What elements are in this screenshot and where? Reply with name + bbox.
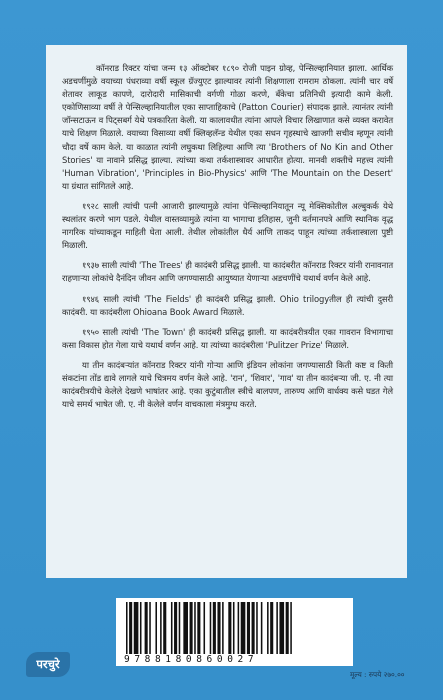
isbn-number: 9788180860027 bbox=[124, 654, 259, 665]
barcode-bars bbox=[124, 602, 347, 654]
publisher-logo: परचुरे bbox=[26, 652, 70, 677]
blurb-paragraph-5: १९५० साली त्यांची 'The Town' ही कादंबरी प्रसिद्ध झाली. या कादंबरीत्रयीत एका गावरान विभागाचा कसा विकास होत गेला याचे यथार्थ वर्णन आहे. या त्यांच्या कादंबरीला 'Pulitzer Prize' मिळाले. bbox=[62, 326, 393, 350]
blurb-paragraph-2: १९२८ साली त्यांची पत्नी आजारी झाल्यामुळे त्यांना पेन्सिल्व्हानियातून न्यू मेक्सिकोतील अल्बुकर्क येथे स्थलांतर करणे भाग पडले. येथील वास्तव्यामुळे त्यांना या भागाचा इतिहास, जुनी वर्तमानपत्रे आणि स्थानिक वृद्ध नागरिक यांच्याकडून माहिती घेता आली. तेथील लोकांतील धैर्य आणि ताकद पाहून त्यांच्या तर्कशास्त्राला पुष्टी मिळाली. bbox=[62, 200, 393, 251]
blurb-paragraph-6: या तीन कादंबऱ्यांत कॉनराड रिक्टर यांनी गोऱ्या आणि इंडियन लोकांना जगण्यासाठी किती कष्ट व किती संकटांना तोंड द्यावे लागले याचे चित्रमय वर्णन केले आहे. 'रान', 'शिवार', 'गाव' या तीन कादंबऱ्या जी. ए. नी त्या कादंबरीत्रयीचे केलेले देखणे भाषांतर आहे. एका कुटुंबातील स्त्रीचे बालपण, तारुण्य आणि वार्धक्य कसे घडत गेले याचे समर्थ भाषेत जी. ए. नी केलेले वर्णन वाचकाला मंत्रमुग्ध करते. bbox=[62, 359, 393, 410]
blurb-panel bbox=[46, 45, 407, 578]
blurb-paragraph-3: १९३७ साली त्यांची 'The Trees' ही कादंबरी प्रसिद्ध झाली. या कादंबरीत कॉनराड रिक्टर यांनी रानावनात राहणाऱ्या लोकांचे दैनंदिन जीवन आणि जगण्यासाठी आयुष्यात येणाऱ्या अडचणींचे यथार्थ वर्णन केले आहे. bbox=[62, 260, 393, 284]
barcode bbox=[116, 598, 353, 666]
blurb-paragraph-1: कॉनराड रिक्टर यांचा जन्म १३ ऑक्टोबर १८९० रोजी पाइन ग्रोव्ह, पेन्सिल्व्हानियात झाला. आर्थिक अडचणींमुळे वयाच्या पंधराव्या वर्षी स्कूल ग्रॅज्युएट झाल्यावर त्यांनी शिक्षणाला रामराम ठोकला. त्यांनी चार वर्षे शेतावर लाकूड कापणे, दारोदारी मासिकाची वर्गणी गोळा करणे, बँकेचा प्रतिनिधी इत्यादी कामे केली. एकोणिसाव्या वर्षी ते पेन्सिल्व्हानियातील एका साप्ताहिकाचे (Patton Courier) संपादक झाले. त्यानंतर त्यांनी जॉन्सटाऊन व पिट्सबर्ग येथे पत्रकारिता केली. या कालावधीत त्यांना आपले विचार लिखाणात कसे व्यक्त करावेत याचे शिक्षण मिळाले. वयाच्या विसाव्या वर्षी क्लिव्हलॅन्ड येथील एका सधन गृहस्थाचे खाजगी सचीव म्हणून त्यांनी चौदा वर्षे काम केले. या काळात त्यांनी लघुकथा लिहिल्या आणि त्या 'Brothers of No Kin and Other Stories' या नावाने प्रसिद्ध झाल्या. त्यांच्या कथा तर्कशास्त्रावर आधारीत होत्या. मानवी शक्तीचे महत्त्व त्यांनी 'Human Vibration', 'Principles in Bio-Physics' आणि 'The Mountain on the Desert' या ग्रंथात सांगितले आहे. bbox=[62, 63, 393, 191]
price-label: मूल्य : रुपये २७०.०० bbox=[350, 670, 405, 679]
blurb-paragraph-4: १९४६ साली त्यांची 'The Fields' ही कादंबरी प्रसिद्ध झाली. Ohio trilogyतील ही त्यांची दुसरी कादंबरी. या कादंबरीला Ohioana Book Award मिळाले. bbox=[62, 293, 393, 317]
